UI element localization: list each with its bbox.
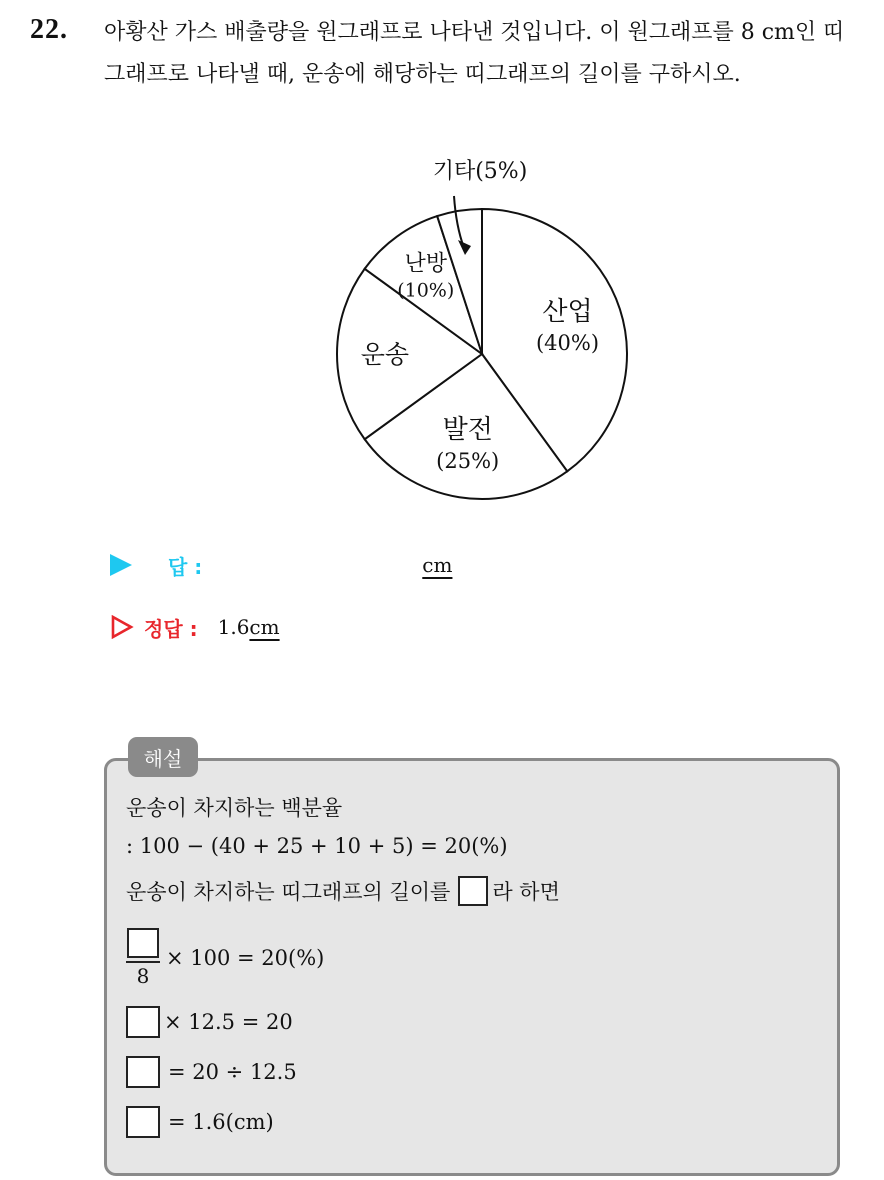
fraction [126,928,160,987]
solution-line-4 [126,928,324,987]
question-text: 아황산 가스 배출량을 원그래프로 나타낸 것입니다. 이 원그래프를 8 cm인 띠그래프로 나타낼 때, 운송에 해당하는 띠그래프의 길이를 구하시오. [104,20,845,87]
solution-line-5 [126,1006,293,1038]
solution-line-7 [126,1106,274,1138]
slice-label-3: 운송 [360,340,410,369]
solution-tag: 해설 [128,737,198,777]
question-number: 22. [30,14,68,45]
answer-label: 답 : [168,554,203,579]
slice-pct-label-2: (25%) [436,449,500,474]
solution-line-6 [126,1056,297,1088]
slice-pct-label-1: (40%) [535,331,600,356]
slice-label-1: 산업 [542,297,593,328]
pie-chart [320,148,640,518]
blank-box [126,1106,160,1138]
solution-line-5-text: × 12.5 = 20 [164,1010,293,1034]
blank-box [458,876,488,906]
fraction-bar [126,961,160,963]
solution-line-6-text: = 20 ÷ 12.5 [168,1060,297,1084]
correct-answer-label: 정답 : [144,616,198,641]
slice-label-4: 난방 [404,251,448,277]
solution-line-3-text-b: 라 하면 [492,880,560,904]
blank-box [126,1006,160,1038]
solution-line-2-text: : 100 − (40 + 25 + 10 + 5) = 20(%) [126,834,508,858]
answer-unit: cm [422,553,453,577]
fraction-denominator: 8 [136,964,150,988]
slice-pct-label-4: (10%) [397,279,455,302]
triangle-filled-icon [110,554,132,576]
solution-line-1 [126,792,342,822]
answer-row [110,548,452,582]
solution-line-1-text: 운송이 차지하는 백분율 [126,796,343,820]
blank-box [127,928,159,958]
correct-answer-row [110,610,280,644]
solution-line-3-text-a: 운송이 차지하는 띠그래프의 길이를 [126,880,451,904]
correct-answer-unit: cm [249,615,280,639]
solution-line-2 [126,834,508,858]
solution-line-4-text: × 100 = 20(%) [166,945,325,970]
correct-answer-value: 1.6 [217,615,250,639]
annotation-label: 기타(5%) [432,159,528,184]
slice-label-2: 발전 [442,415,493,446]
blank-box [126,1056,160,1088]
triangle-outline-icon [110,615,134,639]
solution-line-7-text: = 1.6(cm) [168,1110,274,1134]
solution-line-3 [126,876,560,906]
